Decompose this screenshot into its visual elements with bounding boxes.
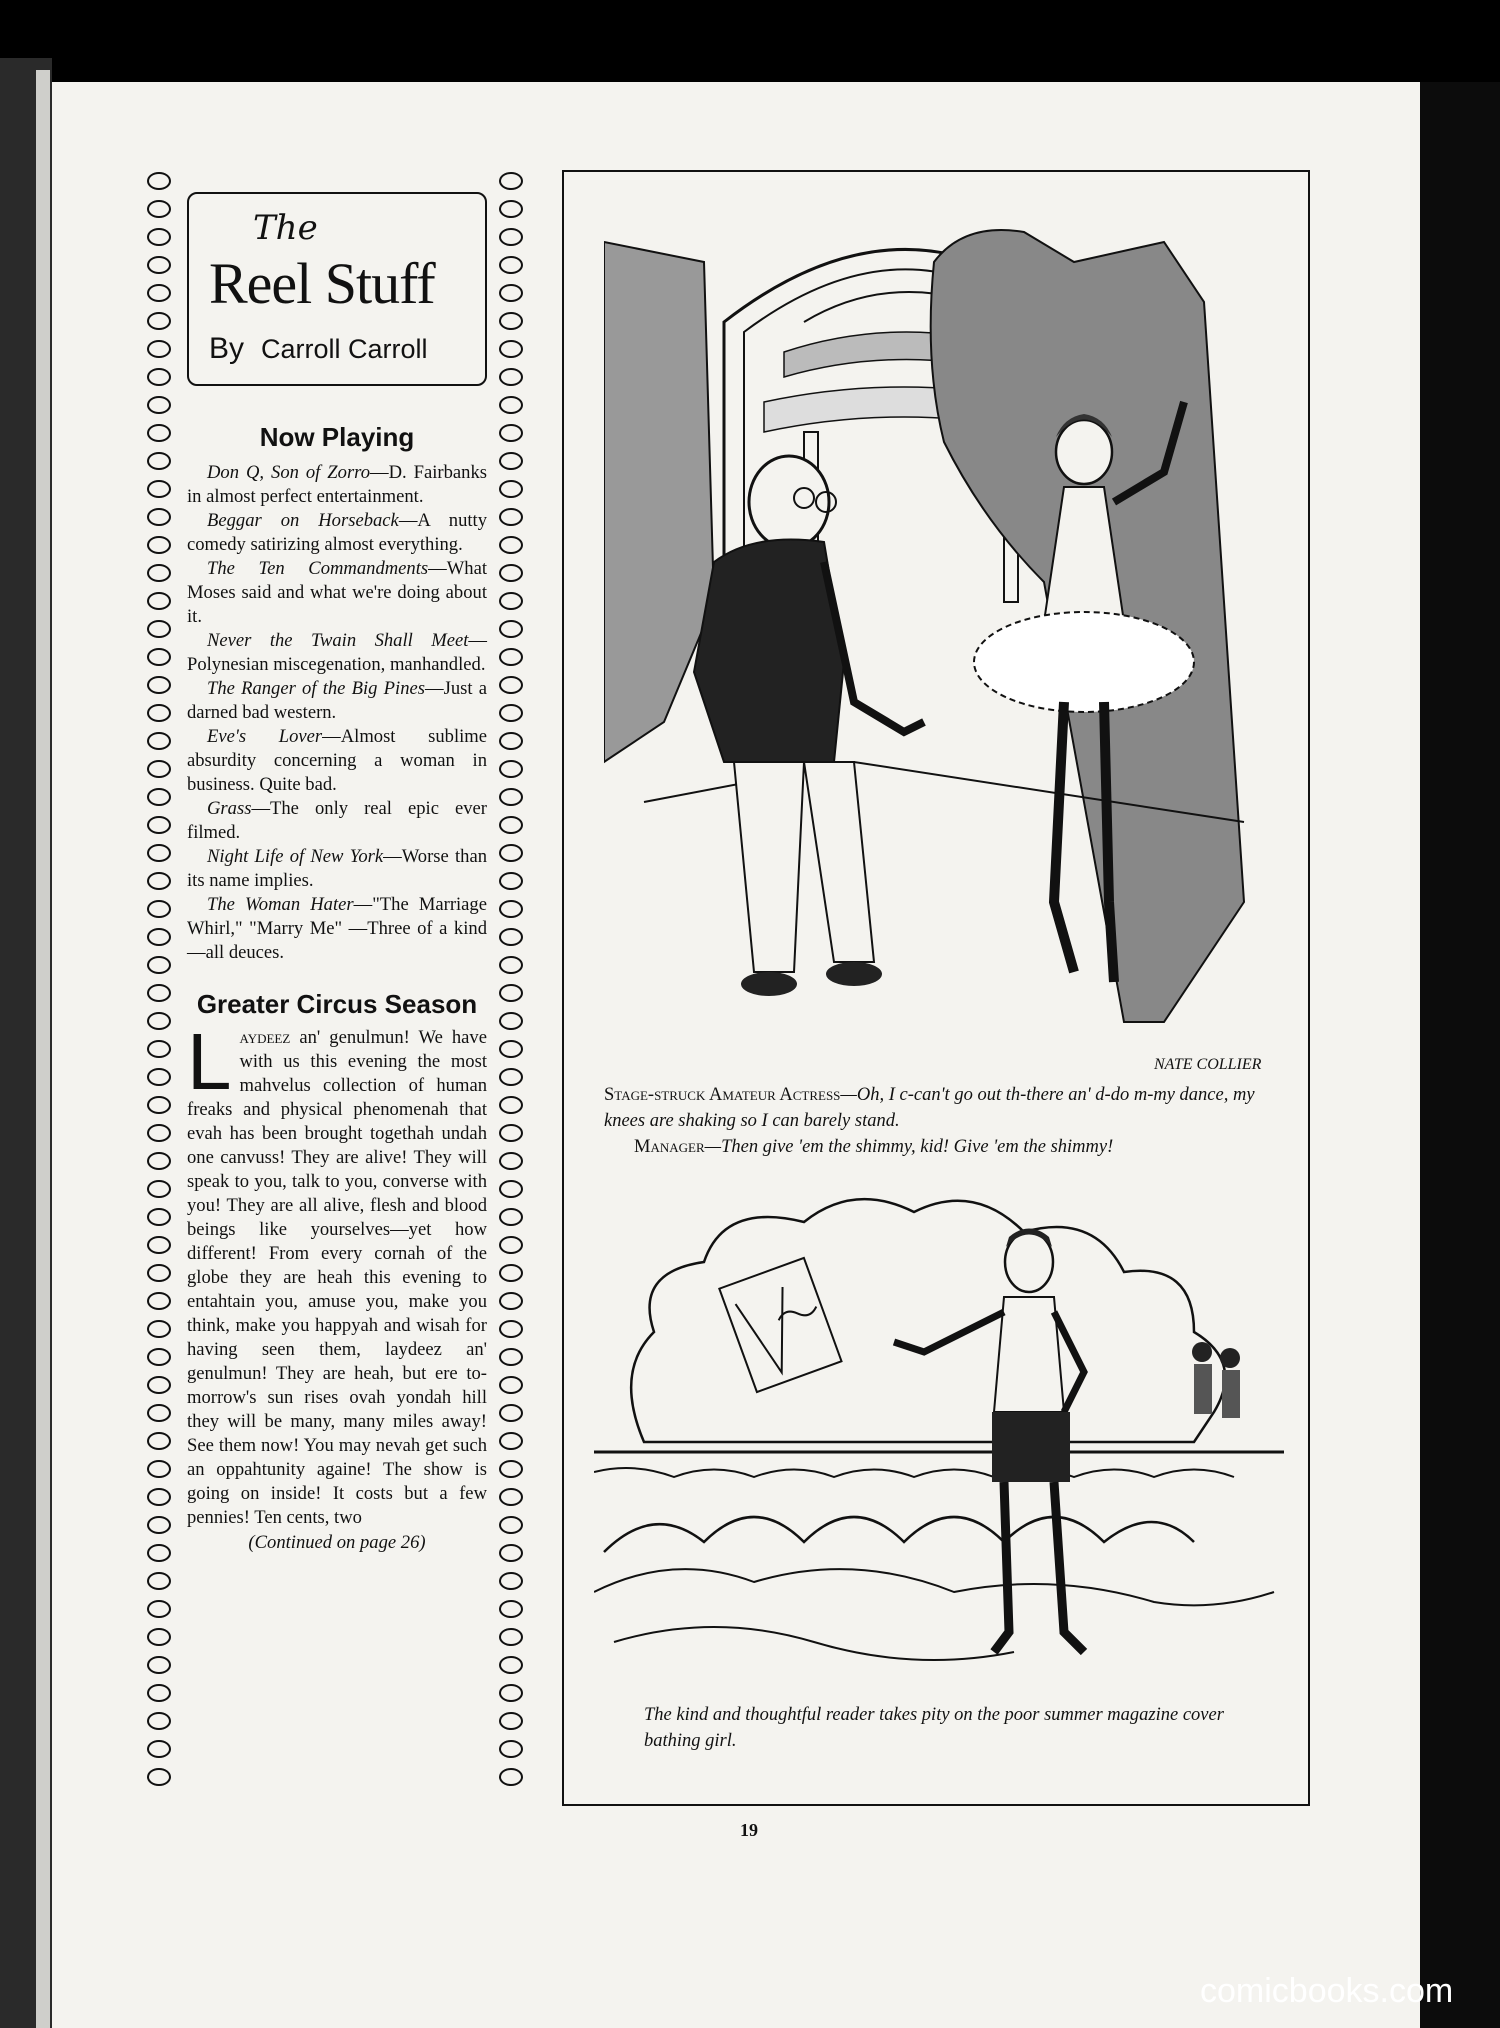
sprocket-hole (147, 1768, 171, 1786)
film-review: —Just a darned bad western. (187, 678, 487, 723)
sprocket-hole (499, 704, 523, 722)
now-playing-entry (187, 629, 487, 677)
sprocket-hole (147, 1656, 171, 1674)
sprocket-hole (499, 1320, 523, 1338)
sprocket-hole (147, 200, 171, 218)
continued-note: (Continued on page 26) (248, 1532, 426, 1553)
film-review: —Almost sublime absurdity concerning a woman in business. Quite bad. (187, 726, 488, 795)
sprocket-hole (499, 816, 523, 834)
sprocket-hole (499, 1656, 523, 1674)
stage-cartoon-illustration (604, 202, 1264, 1082)
now-playing-entry (187, 845, 487, 893)
film-sprocket-holes-left (145, 172, 171, 1802)
cartoon1-caption (604, 1082, 1284, 1160)
now-playing-entry (187, 557, 487, 629)
caption-line-manager: —Then give 'em the shimmy, kid! Give 'em the shimmy! (704, 1137, 1114, 1157)
sprocket-hole (499, 172, 523, 190)
sprocket-hole (499, 1600, 523, 1618)
now-playing-entry (187, 461, 487, 509)
sprocket-hole (499, 1544, 523, 1562)
sprocket-hole (499, 368, 523, 386)
sprocket-hole (147, 1348, 171, 1366)
now-playing-entry (187, 677, 487, 725)
sprocket-hole (499, 1432, 523, 1450)
sprocket-hole (147, 1068, 171, 1086)
sprocket-hole (499, 648, 523, 666)
sprocket-hole (499, 508, 523, 526)
circus-heading: Greater Circus Season (196, 989, 478, 1019)
sprocket-hole (499, 1488, 523, 1506)
sprocket-hole (147, 452, 171, 470)
now-playing-entry (187, 797, 487, 845)
sprocket-hole (147, 1404, 171, 1422)
sprocket-hole (147, 536, 171, 554)
cartoon-panel (562, 170, 1310, 1806)
film-review: —What Moses said and what we're doing about it. (187, 558, 487, 627)
sprocket-hole (499, 1404, 523, 1422)
sprocket-hole (499, 200, 523, 218)
sprocket-hole (499, 732, 523, 750)
sprocket-hole (499, 1180, 523, 1198)
beach-cartoon-illustration (594, 1172, 1284, 1692)
sprocket-hole (499, 1572, 523, 1590)
sprocket-hole (147, 284, 171, 302)
sprocket-hole (147, 1712, 171, 1730)
sprocket-hole (499, 340, 523, 358)
now-playing-entry (187, 893, 487, 965)
facing-page-edge (36, 70, 50, 2028)
film-review: —D. Fairbanks in almost perfect entertainment. (187, 462, 487, 507)
sprocket-hole (499, 1684, 523, 1702)
sprocket-hole (499, 592, 523, 610)
circus-text: an' genulmun! We have with us this evening the most mahvelus collection of human freaks and physical phenomenah that evah has been brought togethah undah one canvuss! They are alive! They will speak to you, talk to you, converse with you! They are all alive, flesh and blood beings like yourselves—yet how different! From every cornah of the globe they are heah this evening to entahtain you, amuse you, make you think, make you happyah and wisah for having seen them, laydeez an' genulmun! They are heah, but ere to-morrow's sun rises ovah yondah hill they will be many, many miles away! See them now! You may nevah get such an oppahtunity againe! The show is going on inside! It costs but a few pennies! Ten cents, two (187, 1027, 487, 1528)
sprocket-hole (499, 984, 523, 1002)
film-review: —The only real epic ever filmed. (187, 798, 487, 843)
sprocket-hole (499, 928, 523, 946)
sprocket-hole (147, 424, 171, 442)
sprocket-hole (499, 620, 523, 638)
sprocket-hole (147, 340, 171, 358)
sprocket-hole (147, 368, 171, 386)
sprocket-hole (147, 816, 171, 834)
sprocket-hole (499, 1292, 523, 1310)
sprocket-hole (499, 844, 523, 862)
sprocket-hole (147, 984, 171, 1002)
sprocket-hole (499, 760, 523, 778)
sprocket-hole (147, 1460, 171, 1478)
title-the: The (253, 208, 318, 248)
sprocket-hole (499, 1068, 523, 1086)
site-watermark: comicbooks.com (1200, 1972, 1454, 2010)
sprocket-hole (147, 1740, 171, 1758)
film-title: The Ten Commandments (207, 558, 429, 579)
sprocket-hole (147, 1488, 171, 1506)
sprocket-hole (147, 228, 171, 246)
column-title-box (187, 192, 487, 386)
sprocket-hole (147, 676, 171, 694)
sprocket-hole (147, 312, 171, 330)
sprocket-hole (499, 1152, 523, 1170)
sprocket-hole (147, 256, 171, 274)
sprocket-hole (147, 872, 171, 890)
sprocket-hole (147, 1180, 171, 1198)
sprocket-hole (147, 564, 171, 582)
sprocket-hole (499, 256, 523, 274)
film-title: Grass (207, 798, 252, 819)
sprocket-hole (147, 928, 171, 946)
sprocket-hole (147, 1376, 171, 1394)
sprocket-hole (147, 396, 171, 414)
sprocket-hole (147, 844, 171, 862)
film-review: —"The Marriage Whirl," "Marry Me" —Three of a kind—all deuces. (187, 894, 487, 963)
caption-speaker-actress: Stage-struck Amateur Actress (604, 1085, 841, 1105)
film-review: —Polynesian miscegenation, manhandled. (187, 630, 487, 675)
sprocket-hole (499, 1012, 523, 1030)
sprocket-hole (147, 1236, 171, 1254)
sprocket-hole (499, 396, 523, 414)
sprocket-hole (499, 1768, 523, 1786)
sprocket-hole (499, 1236, 523, 1254)
now-playing-heading: Now Playing (259, 422, 415, 452)
sprocket-hole (499, 1264, 523, 1282)
column-body (187, 422, 487, 1554)
sprocket-hole (147, 620, 171, 638)
cartoon2-caption: The kind and thoughtful reader takes pity on the poor summer magazine cover bathing girl. (644, 1705, 1224, 1751)
sprocket-hole (147, 732, 171, 750)
sprocket-hole (147, 1152, 171, 1170)
sprocket-hole (499, 1516, 523, 1534)
sprocket-hole (147, 1320, 171, 1338)
cartoon1-signature: NATE COLLIER (1154, 1056, 1262, 1073)
sprocket-hole (147, 1600, 171, 1618)
sprocket-hole (499, 1628, 523, 1646)
sprocket-hole (499, 1096, 523, 1114)
sprocket-hole (499, 1124, 523, 1142)
circus-first-word: aydeez (239, 1027, 291, 1048)
sprocket-hole (147, 480, 171, 498)
film-review: —A nutty comedy satirizing almost everything. (187, 510, 487, 555)
sprocket-hole (499, 284, 523, 302)
sprocket-hole (499, 956, 523, 974)
page-number: 19 (740, 1820, 758, 1840)
sprocket-hole (147, 1516, 171, 1534)
caption-speaker-manager: Manager (634, 1137, 705, 1157)
film-title: The Ranger of the Big Pines (207, 678, 425, 699)
now-playing-entry (187, 725, 487, 797)
film-title: Beggar on Horseback (207, 510, 399, 531)
sprocket-hole (499, 1040, 523, 1058)
sprocket-hole (499, 424, 523, 442)
sprocket-hole (147, 508, 171, 526)
sprocket-hole (147, 1040, 171, 1058)
film-sprocket-holes-right (497, 172, 523, 1802)
byline-by: By (209, 332, 245, 365)
sprocket-hole (147, 1292, 171, 1310)
sprocket-hole (147, 1096, 171, 1114)
sprocket-hole (499, 872, 523, 890)
sprocket-hole (147, 1208, 171, 1226)
sprocket-hole (147, 1432, 171, 1450)
sprocket-hole (499, 228, 523, 246)
sprocket-hole (499, 452, 523, 470)
film-review: —Worse than its name implies. (187, 846, 487, 891)
circus-article (187, 1017, 487, 1530)
scan-background (1420, 82, 1500, 2028)
caption-line-actress: —Oh, I c-can't go out th-there an' d-do m-my dance, my knees are shaking so I can barely stand. (604, 1085, 1255, 1131)
sprocket-hole (147, 704, 171, 722)
film-strip-column (145, 172, 523, 1802)
film-title: Don Q, Son of Zorro (207, 462, 371, 483)
sprocket-hole (499, 1712, 523, 1730)
sprocket-hole (499, 788, 523, 806)
sprocket-hole (147, 592, 171, 610)
column-title: Reel Stuff (209, 251, 435, 316)
sprocket-hole (499, 1460, 523, 1478)
sprocket-hole (147, 1012, 171, 1030)
now-playing-entry (187, 509, 487, 557)
sprocket-hole (147, 760, 171, 778)
sprocket-hole (499, 1376, 523, 1394)
film-title: The Woman Hater (207, 894, 354, 915)
sprocket-hole (499, 564, 523, 582)
drop-cap: L (187, 1017, 232, 1106)
sprocket-hole (147, 1264, 171, 1282)
sprocket-hole (147, 648, 171, 666)
sprocket-hole (499, 312, 523, 330)
now-playing-list (187, 461, 487, 965)
sprocket-hole (499, 1348, 523, 1366)
sprocket-hole (499, 480, 523, 498)
sprocket-hole (147, 900, 171, 918)
sprocket-hole (147, 172, 171, 190)
sprocket-hole (147, 1684, 171, 1702)
sprocket-hole (499, 1740, 523, 1758)
sprocket-hole (499, 900, 523, 918)
sprocket-hole (147, 788, 171, 806)
sprocket-hole (499, 1208, 523, 1226)
film-title: Eve's Lover (207, 726, 323, 747)
sprocket-hole (147, 1124, 171, 1142)
sprocket-hole (147, 1572, 171, 1590)
film-title: Night Life of New York (207, 846, 384, 867)
sprocket-hole (499, 676, 523, 694)
byline-author: Carroll Carroll (261, 334, 428, 364)
sprocket-hole (147, 956, 171, 974)
sprocket-hole (147, 1628, 171, 1646)
sprocket-hole (147, 1544, 171, 1562)
film-title: Never the Twain Shall Meet (207, 630, 469, 651)
sprocket-hole (499, 536, 523, 554)
